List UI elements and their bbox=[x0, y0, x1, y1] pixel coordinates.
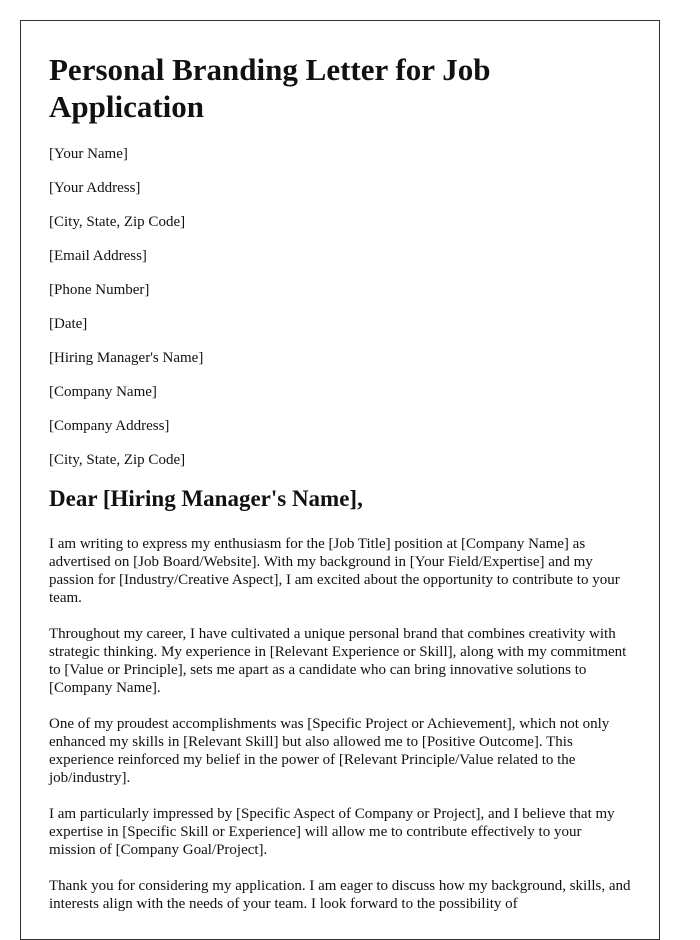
body-paragraph: I am writing to express my enthusiasm for the [Job Title] position at [Company Name] as advertised on [Job Board/Website]. With my background in [Your Field/Expertise] and my passion for [Industry/Creative Aspect], I am excited about the opportunity to contribute to your team. bbox=[49, 536, 620, 606]
address-line-your-address: [Your Address] bbox=[49, 180, 141, 196]
address-line-hiring-manager: [Hiring Manager's Name] bbox=[49, 350, 204, 366]
address-line-date: [Date] bbox=[49, 316, 88, 332]
salutation: Dear [Hiring Manager's Name], bbox=[49, 486, 363, 511]
address-line-company-address: [Company Address] bbox=[49, 418, 170, 434]
body-paragraph: I am particularly impressed by [Specific Aspect of Company or Project], and I believe that my expertise in [Specific Skill or Experience] will allow me to contribute effectively to your mission of [Company Goal/Project]. bbox=[49, 806, 615, 858]
address-line-city-state-zip: [City, State, Zip Code] bbox=[49, 214, 186, 230]
address-line-phone: [Phone Number] bbox=[49, 282, 150, 298]
address-block bbox=[49, 145, 631, 469]
address-line-your-name: [Your Name] bbox=[49, 146, 128, 162]
body-paragraph: Thank you for considering my application. I am eager to discuss how my background, skills, and interests align with the needs of your team. I look forward to the possibility of bbox=[49, 878, 631, 912]
address-line-email: [Email Address] bbox=[49, 248, 147, 264]
address-line-company-city-state-zip: [City, State, Zip Code] bbox=[49, 452, 186, 468]
body-paragraph: One of my proudest accomplishments was [Specific Project or Achievement], which not only enhanced my skills in [Relevant Skill] but also allowed me to [Positive Outcome]. This experience reinforced my belief in the power of [Relevant Principle/Value related to the job/industry]. bbox=[49, 716, 610, 786]
letter-body bbox=[49, 535, 631, 913]
body-paragraph: Throughout my career, I have cultivated a unique personal brand that combines creativity with strategic thinking. My experience in [Relevant Experience or Skill], along with my commitment to [Value or Principle], sets me apart as a candidate who can bring innovative solutions to [Company Name]. bbox=[49, 626, 627, 696]
letter-page bbox=[20, 20, 660, 940]
letter-title: Personal Branding Letter for Job Application bbox=[49, 52, 491, 124]
address-line-company-name: [Company Name] bbox=[49, 384, 157, 400]
